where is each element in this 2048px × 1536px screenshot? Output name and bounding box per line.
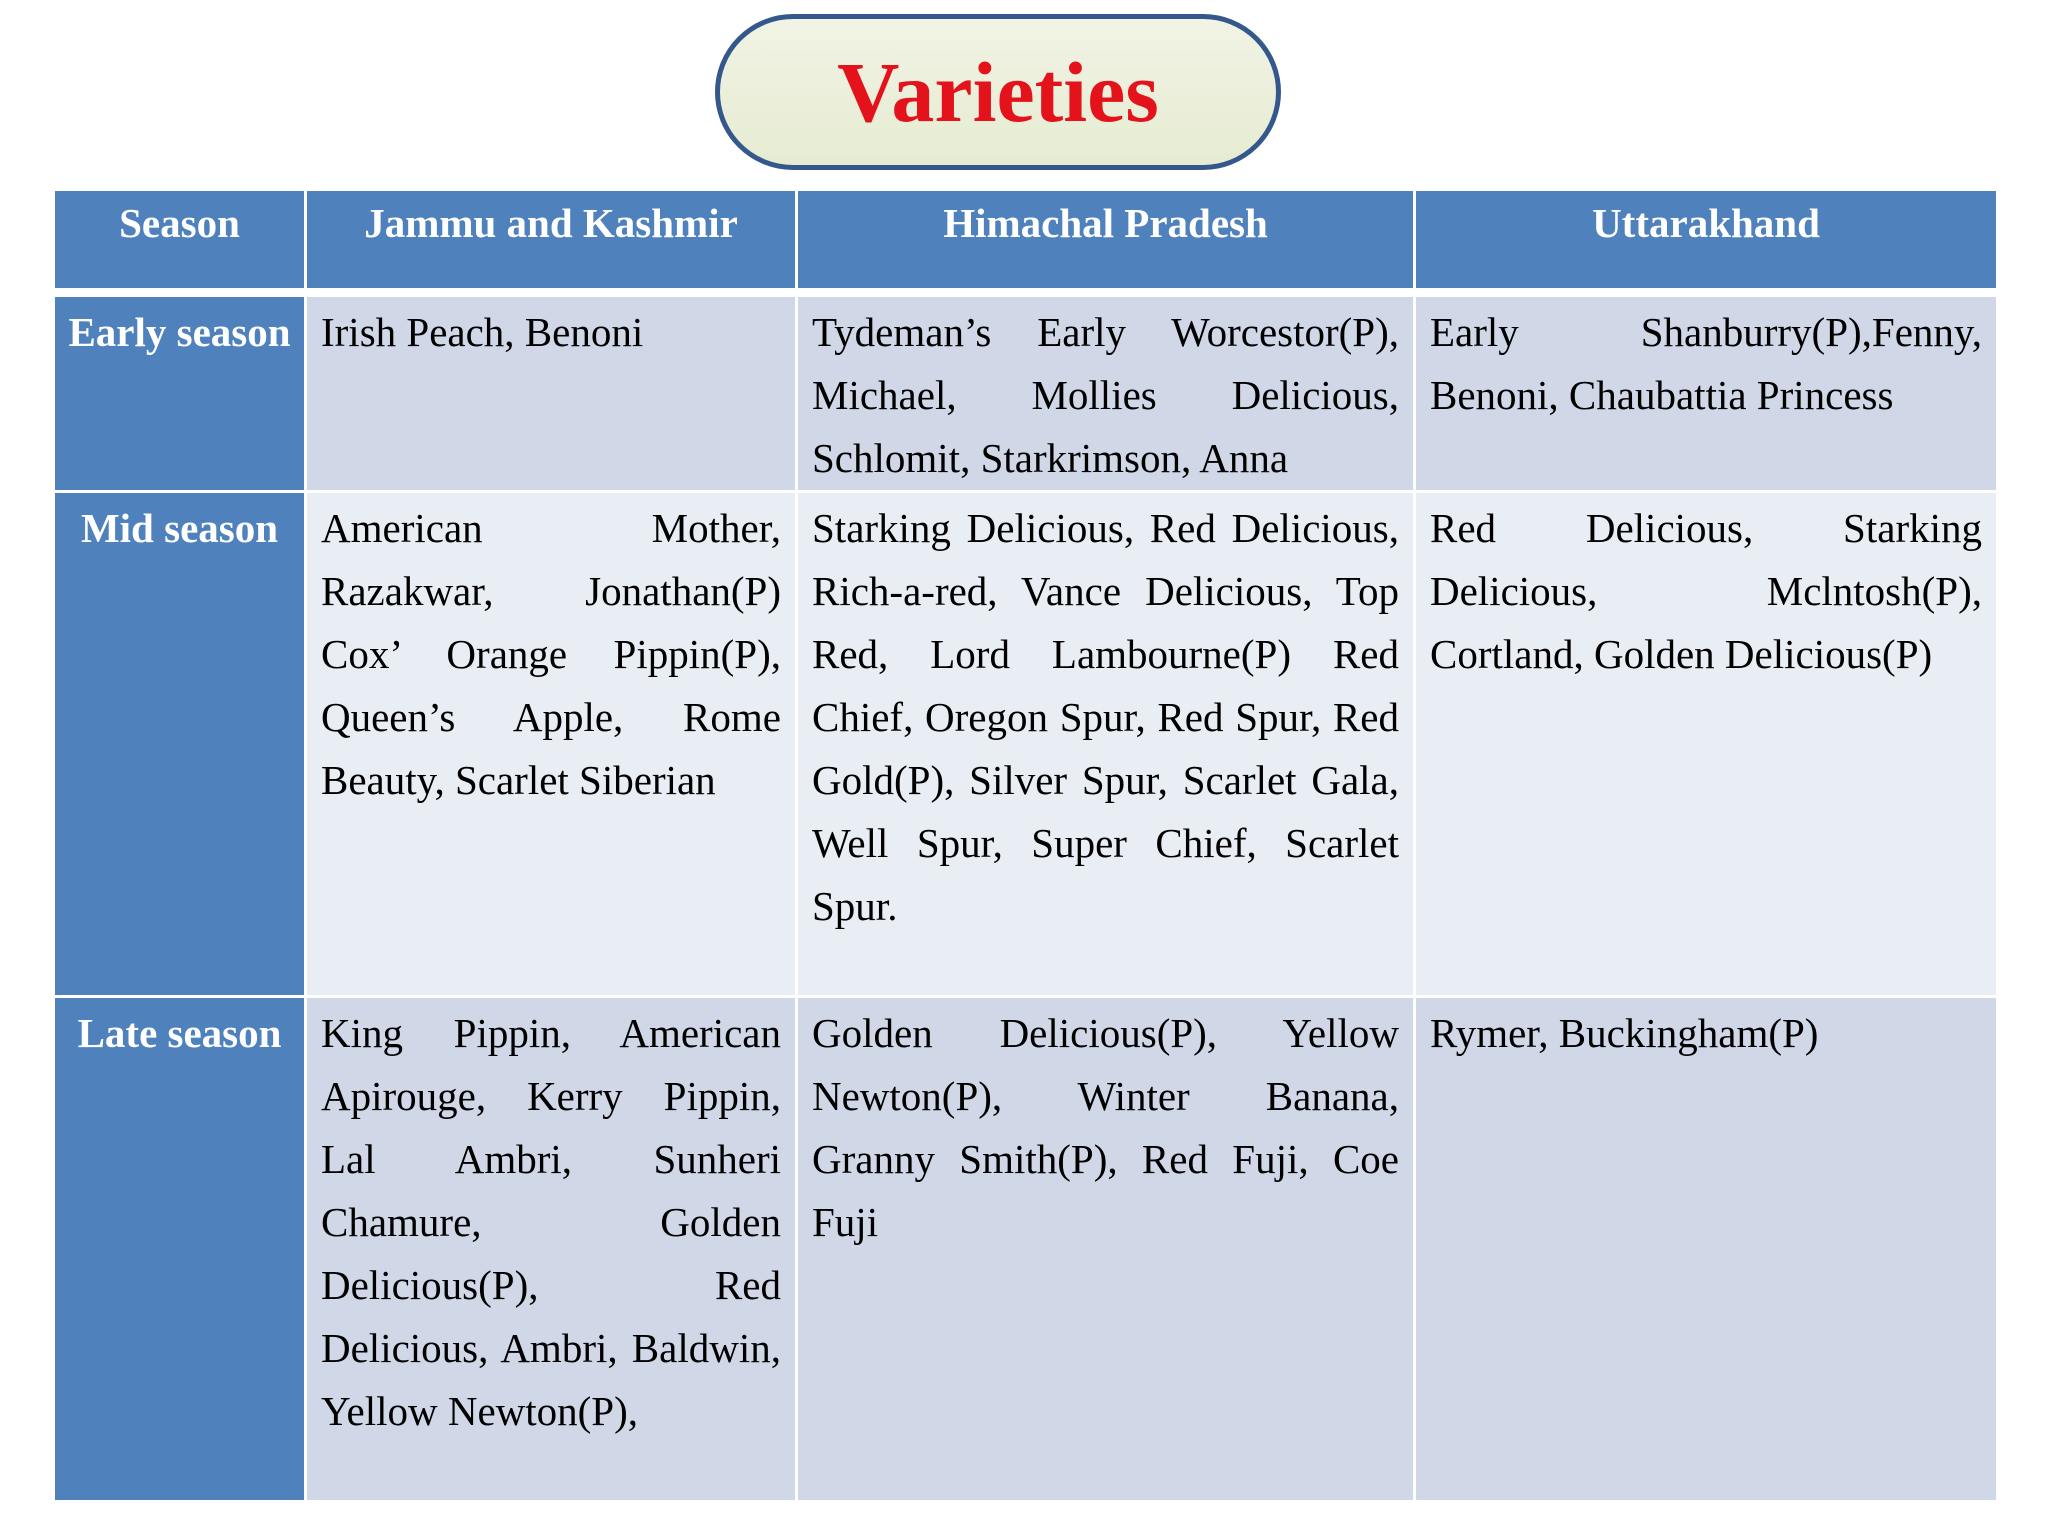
table-header-row bbox=[54, 190, 1998, 290]
jammu-kashmir-cell: King Pippin, American Apirouge, Kerry Pippin, Lal Ambri, Sunheri Chamure, Golden Delicious(P), Red Delicious, Ambri, Baldwin, Yellow Newton(P), bbox=[306, 997, 797, 1502]
table-row bbox=[54, 296, 1998, 492]
table-row bbox=[54, 492, 1998, 997]
season-cell: Late season bbox=[54, 997, 306, 1502]
himachal-pradesh-cell: Tydeman’s Early Worcestor(P), Michael, Mollies Delicious, Schlomit, Starkrimson, Anna bbox=[797, 296, 1415, 492]
header-himachal-pradesh: Himachal Pradesh bbox=[797, 190, 1415, 290]
uttarakhand-cell: Early Shanburry(P),Fenny, Benoni, Chaubattia Princess bbox=[1415, 296, 1998, 492]
page-title: Varieties bbox=[837, 44, 1159, 140]
season-cell: Early season bbox=[54, 296, 306, 492]
header-jammu-kashmir: Jammu and Kashmir bbox=[306, 190, 797, 290]
table-row bbox=[54, 997, 1998, 1502]
uttarakhand-cell: Rymer, Buckingham(P) bbox=[1415, 997, 1998, 1502]
jammu-kashmir-cell: Irish Peach, Benoni bbox=[306, 296, 797, 492]
jammu-kashmir-cell: American Mother, Razakwar, Jonathan(P) Cox’ Orange Pippin(P), Queen’s Apple, Rome Beauty, Scarlet Siberian bbox=[306, 492, 797, 997]
title-banner bbox=[715, 14, 1281, 170]
varieties-table bbox=[52, 188, 1999, 1503]
himachal-pradesh-cell: Starking Delicious, Red Delicious, Rich-a-red, Vance Delicious, Top Red, Lord Lambourne(P) Red Chief, Oregon Spur, Red Spur, Red Gold(P), Silver Spur, Scarlet Gala, Well Spur, Super Chief, Scarlet Spur. bbox=[797, 492, 1415, 997]
uttarakhand-cell: Red Delicious, Starking Delicious, Mclntosh(P), Cortland, Golden Delicious(P) bbox=[1415, 492, 1998, 997]
season-cell: Mid season bbox=[54, 492, 306, 997]
himachal-pradesh-cell: Golden Delicious(P), Yellow Newton(P), Winter Banana, Granny Smith(P), Red Fuji, Coe Fuji bbox=[797, 997, 1415, 1502]
header-season: Season bbox=[54, 190, 306, 290]
header-uttarakhand: Uttarakhand bbox=[1415, 190, 1998, 290]
